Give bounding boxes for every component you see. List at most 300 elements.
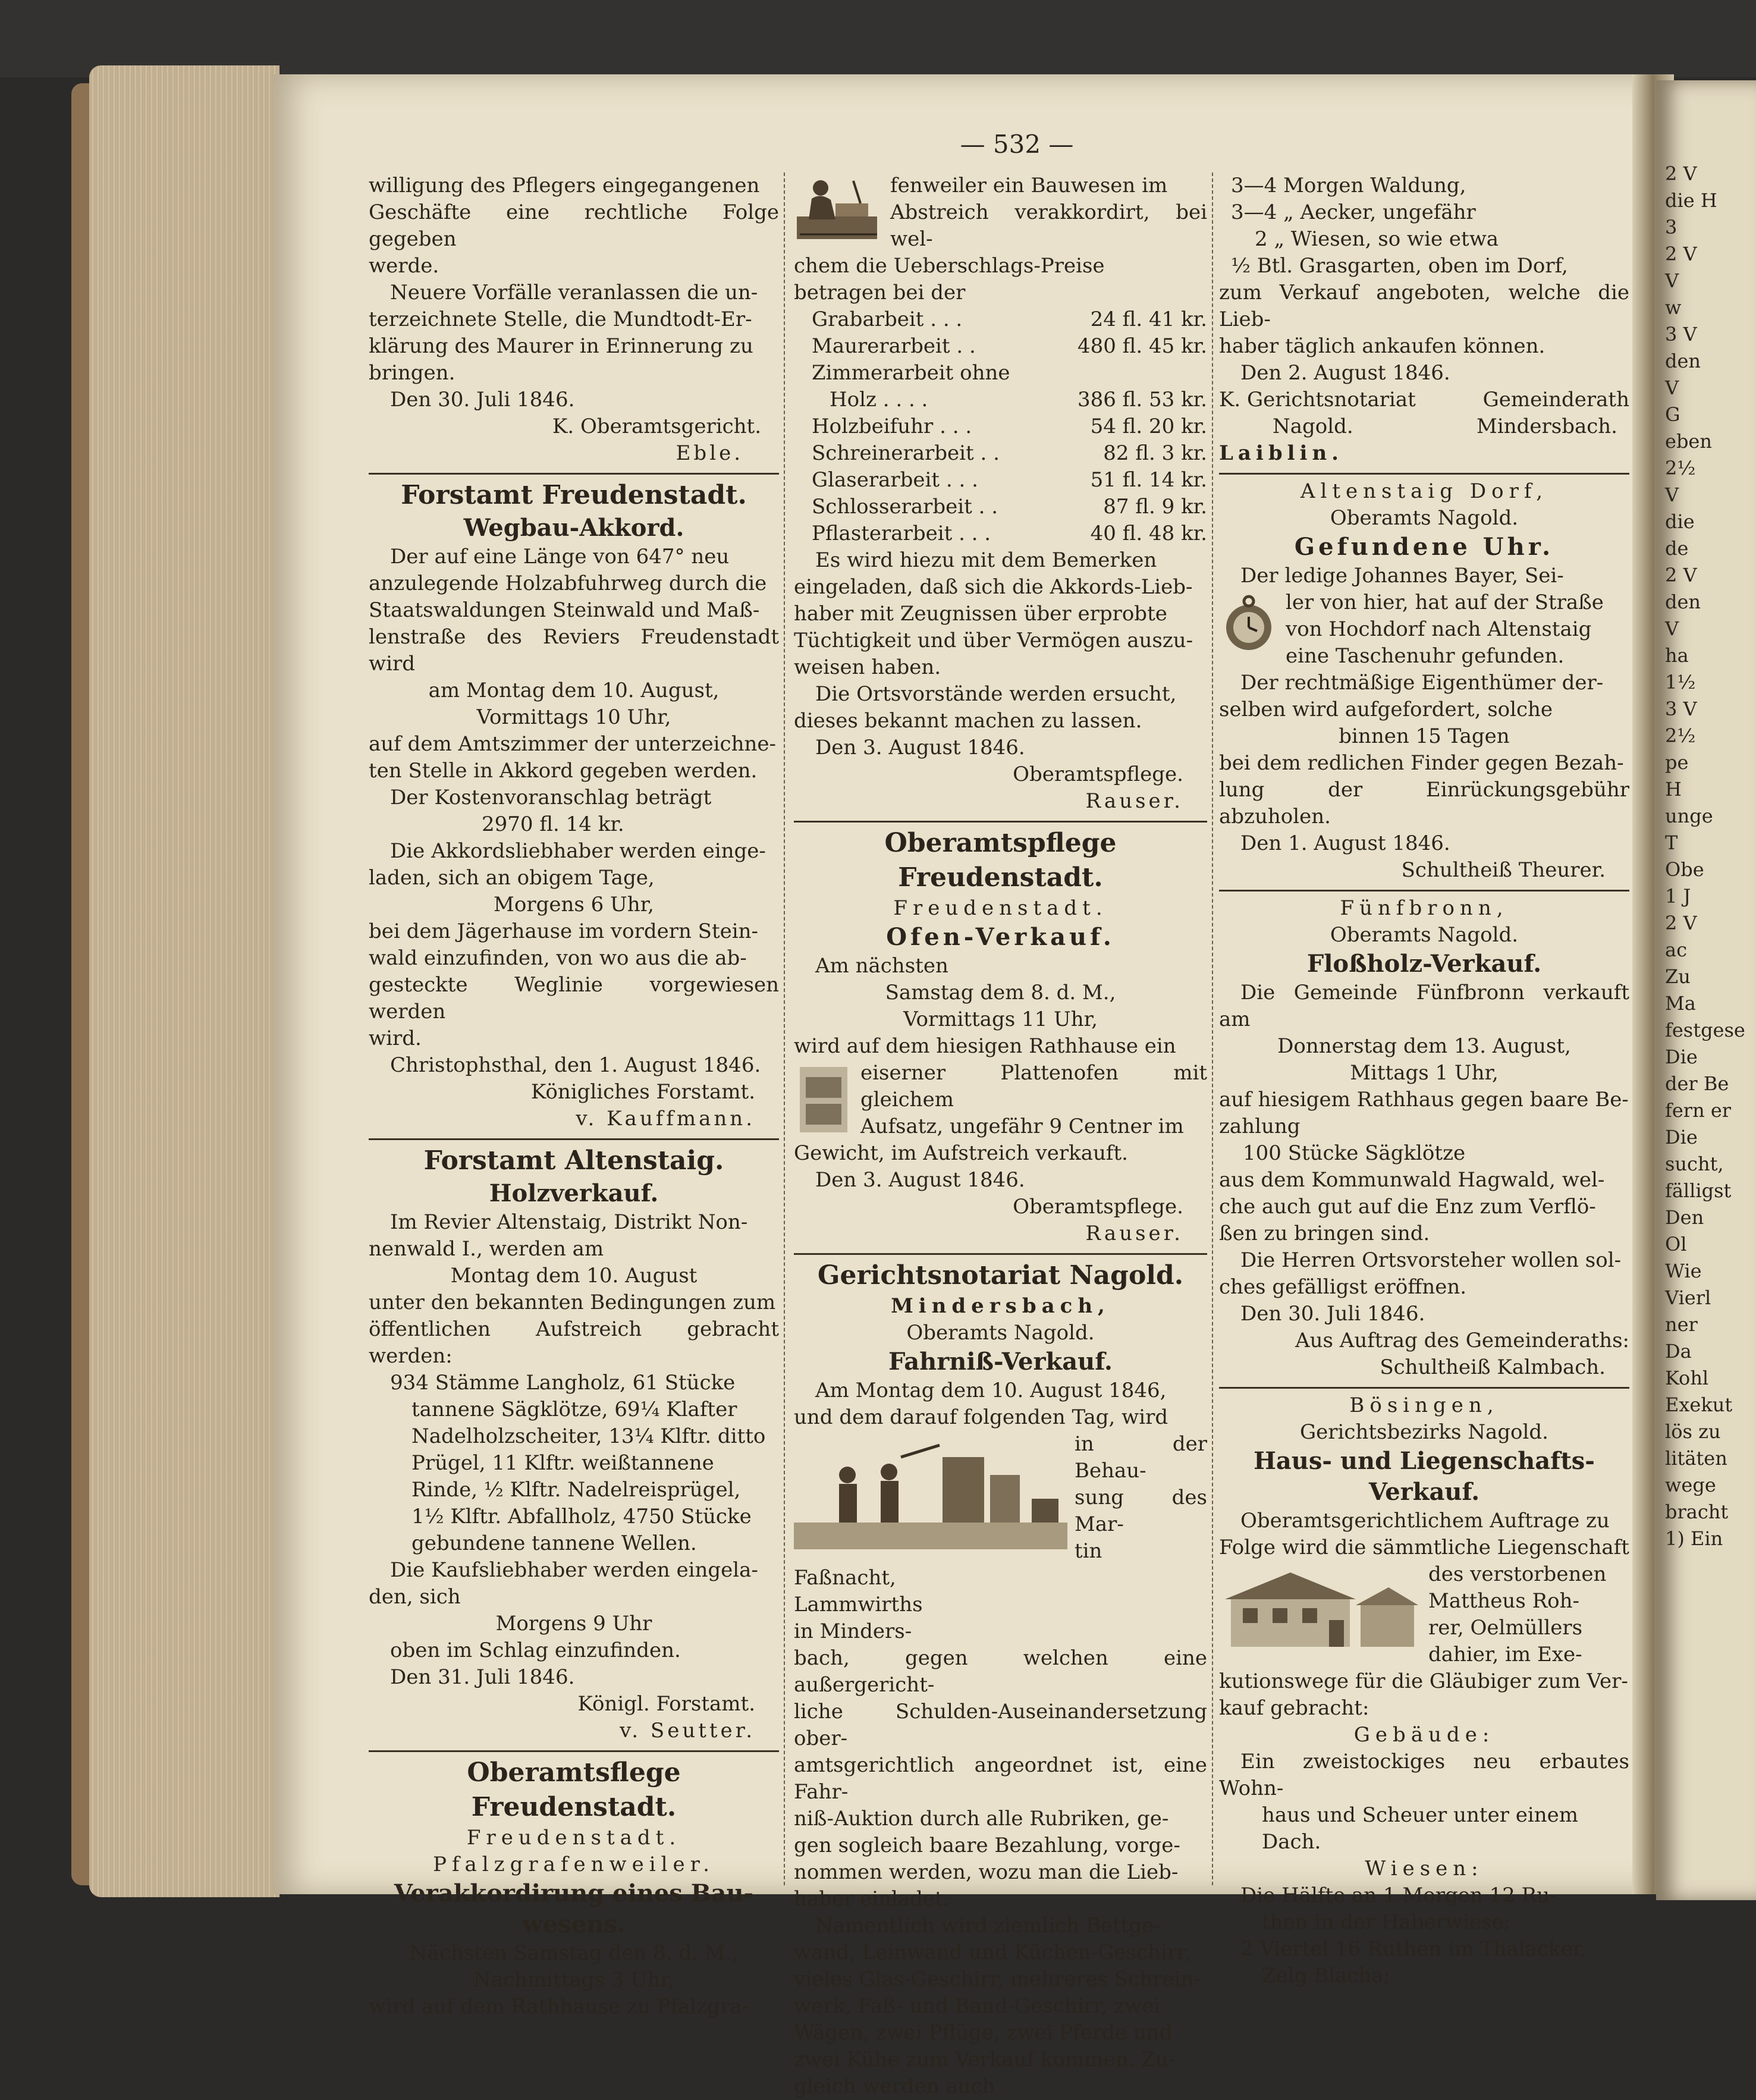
cost-table <box>794 306 1207 547</box>
notice-title: Forstamt Altenstaig. <box>423 1145 724 1176</box>
notice-signature: Laiblin. <box>1219 441 1344 465</box>
text-line: den, sich <box>369 1585 461 1609</box>
next-page-line: die <box>1665 510 1695 533</box>
text-line: amtsgerichtlich angeordnet ist, eine Fahr- <box>794 1753 1207 1804</box>
notice-date: Den 30. Juli 1846. <box>390 388 575 412</box>
next-page-line: 3 V <box>1665 323 1697 346</box>
notice-authority: K. Gerichtsnotariat <box>1219 388 1416 412</box>
cost-fl: 386 <box>1077 388 1116 412</box>
cost-label: Grabarbeit . . . <box>812 307 963 331</box>
text-line: Neuere Vorfälle veranlassen die un- <box>390 281 758 305</box>
text-line: oben im Schlag einzufinden. <box>390 1638 681 1662</box>
cost-label: Holz . . . . <box>830 388 928 412</box>
next-page-line: lös zu <box>1665 1420 1721 1443</box>
text-line: werk, Faß- und Band-Geschirr, zwei <box>794 1994 1160 2018</box>
notice-date: Den 31. Juli 1846. <box>390 1665 575 1689</box>
text-line: wird auf dem Rathhause zu Pfalzgra- <box>369 1995 749 2019</box>
notice-authority: K. Oberamtsgericht. <box>552 415 761 438</box>
notice-authority: Nagold. <box>1273 415 1353 438</box>
next-page-line: unge <box>1665 805 1713 827</box>
text-line: 3—4 „ Aecker, ungefähr <box>1231 200 1476 224</box>
text-line: nommen werden, wozu man die Lieb- <box>794 1860 1179 1884</box>
text-line: Am nächsten <box>815 954 948 978</box>
text-line: Staatswaldungen Steinwald und Maß- <box>369 598 760 622</box>
text-line: unter den bekannten Bedingungen zum <box>369 1291 776 1314</box>
text-line: in Minders- <box>794 1619 912 1643</box>
text-line: in der Behau- <box>1075 1432 1207 1483</box>
text-line: ler von hier, hat auf der Straße <box>1286 591 1604 614</box>
section-rule <box>794 1253 1207 1255</box>
text-line: Geschäfte eine rechtliche Folge gegeben <box>369 200 779 251</box>
text-line: haber mit Zeugnissen über erprobte <box>794 602 1167 626</box>
next-page-line: 2 V <box>1665 243 1697 265</box>
text-line: binnen 15 Tagen <box>1339 724 1510 748</box>
notice-subtitle: wesens. <box>522 1910 626 1938</box>
fl-unit: fl. <box>1122 468 1143 492</box>
text-line: willigung des Pflegers eingegangenen <box>369 174 760 197</box>
text-line: 934 Stämme Langholz, 61 Stücke <box>390 1371 736 1395</box>
cost-row <box>812 494 1207 520</box>
house-illustration <box>1219 1564 1421 1653</box>
text-line: Nächsten Samstag den 8. d. M., <box>409 1941 739 1965</box>
notice-subtitle: Holzverkauf. <box>489 1179 659 1207</box>
text-line: wand, Leinwand und Küchen-Geschirr, <box>794 1941 1191 1964</box>
cost-row <box>812 333 1207 360</box>
text-line: Rinde, ½ Klftr. Nadelreisprügel, <box>411 1478 741 1502</box>
next-page-line: 2½ <box>1665 457 1696 479</box>
notice-title: Gerichtsnotariat Nagold. <box>817 1260 1184 1291</box>
kr-unit: kr. <box>1181 334 1207 358</box>
text-line: haber täglich ankaufen können. <box>1219 334 1545 358</box>
section-heading: Gebäude: <box>1353 1723 1495 1747</box>
next-page-line: ac <box>1665 938 1687 961</box>
pocket-watch-illustration <box>1219 592 1278 657</box>
text-line: gen sogleich baare Bezahlung, vorge- <box>794 1834 1180 1857</box>
notice-title: Oberamtspflege Freudenstadt. <box>884 828 1117 893</box>
text-line: Aus Auftrag des Gemeinderaths: <box>1295 1329 1629 1352</box>
text-line: Die Gemeinde Fünfbronn verkauft am <box>1219 981 1629 1031</box>
notice-title: Oberamtsflege Freudenstadt. <box>467 1757 681 1822</box>
next-page-line: ha <box>1665 644 1689 667</box>
column-divider <box>784 172 785 1885</box>
text-line: Mattheus Roh- <box>1428 1589 1580 1613</box>
section-rule <box>794 821 1207 823</box>
text-line: Montag dem 10. August <box>450 1264 698 1288</box>
section-rule <box>1219 890 1629 892</box>
section-rule <box>369 1750 779 1752</box>
notice-signature: Schultheiß Kalmbach. <box>1380 1355 1606 1379</box>
cost-kr: 53 <box>1148 388 1175 412</box>
next-page-line: Den <box>1665 1206 1704 1229</box>
text-line: klärung des Maurer in Erinnerung zu <box>369 334 753 358</box>
text-line: eine Taschenuhr gefunden. <box>1286 644 1565 668</box>
fl-unit: fl. <box>1122 415 1143 438</box>
text-line: Es wird hiezu mit dem Bemerken <box>815 548 1157 572</box>
next-page-line: Wie <box>1665 1260 1702 1282</box>
next-page-line: 2 V <box>1665 912 1697 934</box>
cost-kr: 14 <box>1148 468 1175 492</box>
notice-place: Oberamts Nagold. <box>906 1321 1095 1345</box>
text-line: Im Revier Altenstaig, Distrikt Non- <box>390 1210 748 1234</box>
next-page-line: 1) Ein <box>1665 1527 1723 1550</box>
next-page-line: Kohl <box>1665 1367 1709 1389</box>
column-3 <box>1219 172 1629 1989</box>
notice-authority: Gemeinderath <box>1482 388 1629 412</box>
cost-kr: 41 <box>1148 307 1175 331</box>
notice-fahrniss-verkauf <box>794 1258 1207 2100</box>
text-line: Morgens 6 Uhr, <box>494 893 654 916</box>
cost-kr: 48 <box>1148 522 1175 545</box>
notice-authority: Oberamtspflege. <box>1013 1195 1183 1219</box>
notice-signature: Schultheiß Theurer. <box>1401 858 1606 882</box>
next-page-line: litäten <box>1665 1447 1727 1470</box>
text-line: auf dem Amtszimmer der unterzeichne- <box>369 732 776 756</box>
next-page-line: sucht, <box>1665 1153 1724 1175</box>
text-line: 2 „ Wiesen, so wie etwa <box>1255 227 1499 251</box>
text-line: betragen bei der <box>794 281 966 305</box>
notice-date: Den 3. August 1846. <box>815 736 1025 759</box>
text-line: auf hiesigem Rathhaus gegen baare Be- <box>1219 1088 1629 1112</box>
notice-wegbau <box>369 478 779 1132</box>
notice-signature: v. Kauffmann. <box>576 1107 755 1131</box>
notice-subtitle: Gefundene Uhr. <box>1294 533 1554 561</box>
cost-fl: 87 <box>1103 495 1129 519</box>
text-line: kutionswege für die Gläubiger zum Ver- <box>1219 1669 1628 1693</box>
next-page-line: Da <box>1665 1340 1692 1363</box>
next-page-line: V <box>1665 484 1679 506</box>
kr-unit: kr. <box>1181 307 1207 331</box>
fl-unit: fl. <box>1122 307 1143 331</box>
notice-place: Bösingen, <box>1349 1393 1499 1417</box>
text-line: gleich werden auch <box>794 2074 995 2098</box>
text-line: 3—4 Morgen Waldung, <box>1231 174 1466 197</box>
text-line: ßen zu bringen sind. <box>1219 1222 1430 1245</box>
cost-fl: 40 <box>1090 522 1116 545</box>
cost-label: Glaserarbeit . . . <box>812 468 978 492</box>
notice-liegenschafts-verkauf <box>1219 1392 1629 1989</box>
text-line: then in der Haberwiese; <box>1262 1910 1511 1934</box>
text-line: zum Verkauf angeboten, welche die Lieb- <box>1219 281 1629 331</box>
notice-title: Forstamt Freudenstadt. <box>401 480 747 510</box>
next-page-line: Zu <box>1665 965 1691 988</box>
cost-kr: 3 <box>1161 441 1175 465</box>
notice-place: Freudenstadt. <box>893 896 1108 920</box>
notice-holzverkauf <box>369 1144 779 1744</box>
text-line: Wägen, zwei Pflüge, zwei Pferde und <box>794 2021 1173 2045</box>
column-divider <box>1212 172 1213 1885</box>
next-page-line: Ma <box>1665 992 1696 1015</box>
text-line: ches gefälligst eröffnen. <box>1219 1275 1467 1299</box>
text-line: Am Montag dem 10. August 1846, <box>815 1379 1167 1402</box>
section-rule <box>369 1138 779 1140</box>
next-page-line: festgese <box>1665 1019 1745 1041</box>
cost-fl: 51 <box>1090 468 1116 492</box>
section-rule <box>1219 473 1629 475</box>
notice-subtitle: Haus- und Liegenschafts- <box>1254 1447 1595 1475</box>
text-line: Mittags 1 Uhr, <box>1350 1061 1499 1085</box>
text-line: che auch gut auf die Enz zum Verflö- <box>1219 1195 1596 1219</box>
notice-place: Oberamts Nagold. <box>1330 923 1519 947</box>
auction-illustration <box>794 1433 1067 1552</box>
text-line: lung der Einrückungsgebühr abzuholen. <box>1219 778 1629 828</box>
text-line: kauf gebracht: <box>1219 1696 1369 1720</box>
text-line: haber einladet. <box>794 1887 950 1911</box>
next-page-line: 1 J <box>1665 885 1691 908</box>
next-page-line: H <box>1665 778 1682 801</box>
text-line: Die Akkordsliebhaber werden einge- <box>390 839 766 863</box>
next-page-line: Vierl <box>1665 1286 1711 1309</box>
notice-date: Den 30. Juli 1846. <box>1240 1302 1425 1326</box>
notice-flossholz-verkauf <box>1219 895 1629 1381</box>
cost-fl: 82 <box>1103 441 1129 465</box>
text-line: Zelg Blacha; <box>1262 1964 1390 1988</box>
cost-row <box>812 387 1207 413</box>
page-number: — 532 — <box>960 130 1074 159</box>
next-page-line: die H <box>1665 189 1717 212</box>
notice-place: Gerichtsbezirks Nagold. <box>1300 1420 1548 1444</box>
text-line: weisen haben. <box>794 655 941 679</box>
text-line: chem die Ueberschlags-Preise <box>794 254 1105 278</box>
notice-date: Den 3. August 1846. <box>815 1168 1025 1192</box>
text-line: rer, Oelmüllers <box>1428 1616 1583 1640</box>
next-page-line: wege <box>1665 1474 1716 1496</box>
text-line: Donnerstag dem 13. August, <box>1277 1034 1571 1058</box>
notice-place: Oberamts Nagold. <box>1330 506 1519 530</box>
text-line: Tüchtigkeit und über Vermögen auszu- <box>794 629 1193 652</box>
kr-unit: kr. <box>1181 468 1207 492</box>
text-line: Morgens 9 Uhr <box>495 1612 652 1636</box>
text-line: Die Kaufsliebhaber werden eingela- <box>390 1558 758 1582</box>
cost-label: Maurerarbeit . . <box>812 334 976 358</box>
text-line: von Hochdorf nach Altenstaig <box>1286 617 1592 641</box>
notice-authority-row <box>1219 387 1629 413</box>
text-line: zahlung <box>1219 1115 1300 1138</box>
notice-authority: Königliches Forstamt. <box>530 1080 755 1104</box>
text-line: werde. <box>369 254 439 278</box>
text-line: Prügel, 11 Klftr. weißtannene <box>411 1451 714 1475</box>
text-line: Namentlich wird ziemlich Bettge- <box>815 1914 1161 1938</box>
cost-label: Schlosserarbeit . . <box>812 495 998 519</box>
text-line: 1½ Klftr. Abfallholz, 4750 Stücke <box>411 1505 752 1528</box>
next-page-line: w <box>1665 296 1682 319</box>
fl-unit: fl. <box>1122 522 1143 545</box>
next-page-text <box>1665 161 1754 1552</box>
notice-authority: Mindersbach. <box>1477 415 1617 438</box>
text-line: wald einzufinden, von wo aus die ab- <box>369 946 747 970</box>
notice-date: Den 1. August 1846. <box>1240 831 1450 855</box>
kr-unit: kr. <box>1181 522 1207 545</box>
next-page-line: Ol <box>1665 1233 1687 1255</box>
text-line: Vormittags 11 Uhr, <box>903 1007 1098 1031</box>
notice-place: Pfalzgrafenweiler. <box>433 1853 715 1876</box>
next-page-line: fälligst <box>1665 1179 1732 1202</box>
notice-bauwesen-continued <box>794 172 1207 815</box>
notice-authority: Oberamtspflege. <box>1013 762 1183 786</box>
text-line: Der ledige Johannes Bayer, Sei- <box>1240 564 1564 588</box>
text-line: Der Kostenvoranschlag beträgt <box>390 786 712 809</box>
cost-fl: 480 <box>1077 334 1116 358</box>
next-page-line: eben <box>1665 430 1712 453</box>
cost-row <box>812 520 1207 547</box>
notice-subtitle: Wegbau-Akkord. <box>463 514 684 542</box>
text-line: 2 Viertel 16 Ruthen im Thalacker, <box>1240 1937 1587 1961</box>
notice-subtitle: Fahrniß-Verkauf. <box>888 1348 1113 1376</box>
next-page-line: 3 V <box>1665 698 1697 720</box>
text-line: öffentlichen Aufstreich gebracht werden: <box>369 1317 779 1368</box>
text-line: Gewicht, im Aufstreich verkauft. <box>794 1141 1128 1165</box>
text-line: Ein zweistockiges neu erbautes Wohn- <box>1219 1750 1629 1800</box>
section-heading: Wiesen: <box>1365 1857 1484 1881</box>
text-line: Der auf eine Länge von 647° neu <box>390 545 730 569</box>
text-line: 2970 fl. 14 kr. <box>482 812 624 836</box>
builder-illustration <box>794 175 883 243</box>
text-line: anzulegende Holzabfuhrweg durch die <box>369 572 767 595</box>
column-1 <box>369 172 779 2020</box>
next-page-line: V <box>1665 269 1679 292</box>
notice-authority: Königl. Forstamt. <box>577 1692 755 1716</box>
notice-authority-row <box>1219 413 1629 440</box>
cost-kr: 9 <box>1161 495 1175 519</box>
next-page-line: T <box>1665 831 1678 854</box>
next-page-line: Exekut <box>1665 1393 1733 1416</box>
cost-row <box>812 467 1207 494</box>
notice-signature: Eble. <box>676 441 743 465</box>
kr-unit: kr. <box>1181 388 1207 412</box>
fl-unit: fl. <box>1135 441 1155 465</box>
next-page-line: ner <box>1665 1313 1698 1336</box>
notice-place: Mindersbach, <box>891 1294 1110 1318</box>
text-line: bei dem Jägerhause im vordern Stein- <box>369 919 759 943</box>
fl-unit: fl. <box>1135 495 1155 519</box>
notice-subtitle: Floßholz-Verkauf. <box>1306 950 1542 978</box>
next-page-line: 3 <box>1665 216 1678 238</box>
text-line: tin Faßnacht, <box>794 1539 1102 1590</box>
text-line: Samstag dem 8. d. M., <box>885 981 1116 1005</box>
text-line: aus dem Kommunwald Hagwald, wel- <box>1219 1168 1605 1192</box>
text-line: Der rechtmäßige Eigenthümer der- <box>1240 671 1604 695</box>
cost-kr: 45 <box>1148 334 1175 358</box>
notice-subtitle: Ofen-Verkauf. <box>886 923 1115 951</box>
text-line: Abstreich verakkordirt, bei wel- <box>890 200 1207 251</box>
next-page-line: den <box>1665 350 1701 372</box>
cost-label: Schreinerarbeit . . <box>812 441 1000 465</box>
text-line: selben wird aufgefordert, solche <box>1219 698 1553 721</box>
notice-date: Den 2. August 1846. <box>1240 361 1450 385</box>
column-2 <box>794 172 1207 2100</box>
section-rule <box>1219 1387 1629 1389</box>
stove-illustration <box>794 1062 853 1137</box>
text-line: liche Schulden-Auseinandersetzung ober- <box>794 1700 1207 1750</box>
notice-signature: Rauser. <box>1085 1222 1183 1245</box>
text-line: Die Hälfte an 1 Morgen 12 Ru- <box>1240 1884 1557 1907</box>
cost-row <box>812 360 1207 387</box>
cost-fl: 24 <box>1090 307 1116 331</box>
next-page-line: pe <box>1665 751 1689 774</box>
cost-label: Zimmerarbeit ohne <box>812 361 1010 385</box>
notice-continuation <box>369 172 779 467</box>
text-line: bei dem redlichen Finder gegen Bezah- <box>1219 751 1624 775</box>
text-line: Folge wird die sämmtliche Liegenschaft <box>1219 1536 1629 1559</box>
text-line: bringen. <box>369 361 456 385</box>
next-page-line: Obe <box>1665 858 1704 881</box>
cost-label: Holzbeifuhr . . . <box>812 415 972 438</box>
next-page-line: V <box>1665 376 1679 399</box>
cost-label: Pflasterarbeit . . . <box>812 522 991 545</box>
text-line: wird auf dem hiesigen Rathhause ein <box>794 1034 1176 1058</box>
next-page-line: Die <box>1665 1126 1698 1148</box>
notice-subtitle: Verkauf. <box>1368 1478 1480 1506</box>
text-line: fenweiler ein Bauwesen im <box>890 174 1168 197</box>
next-page-line: Die <box>1665 1046 1698 1068</box>
cost-kr: 20 <box>1148 415 1175 438</box>
text-line: terzeichnete Stelle, die Mundtodt-Er- <box>369 307 752 331</box>
text-line: zwei Kühe zum Verkauf kommen. Zu- <box>794 2048 1176 2071</box>
text-line: sung des Mar- <box>1075 1486 1207 1536</box>
kr-unit: kr. <box>1181 441 1207 465</box>
kr-unit: kr. <box>1181 495 1207 519</box>
next-page-line: fern er <box>1665 1099 1732 1122</box>
text-line: Die Ortsvorstände werden ersucht, <box>815 682 1177 706</box>
text-line: dahier, im Exe- <box>1428 1643 1582 1666</box>
next-page-line: de <box>1665 537 1689 560</box>
notice-subtitle: Verakkordirung eines Bau- <box>394 1879 754 1907</box>
next-page-line: 2½ <box>1665 724 1696 747</box>
text-line: des verstorbenen <box>1428 1562 1607 1586</box>
notice-signature: Rauser. <box>1085 789 1183 813</box>
text-line: Oberamtsgerichtlichem Auftrage zu <box>1240 1509 1610 1533</box>
text-line: eingeladen, daß sich die Akkords-Lieb- <box>794 575 1193 599</box>
text-line: ½ Btl. Grasgarten, oben im Dorf, <box>1231 254 1568 278</box>
kr-unit: kr. <box>1181 415 1207 438</box>
next-page-line: 2 V <box>1665 564 1697 586</box>
text-line: Aufsatz, ungefähr 9 Centner im <box>860 1115 1184 1138</box>
book-page-edges <box>89 65 279 1897</box>
notice-place: Fünfbronn, <box>1340 896 1509 920</box>
text-line: nenwald I., werden am <box>369 1237 604 1261</box>
cost-row <box>812 440 1207 467</box>
text-line: laden, sich an obigem Tage, <box>369 866 655 890</box>
text-line: Lammwirths <box>794 1593 923 1616</box>
text-line: am Montag dem 10. August, <box>428 679 720 702</box>
next-page-line: bracht <box>1665 1501 1729 1523</box>
notice-place: Freudenstadt. <box>466 1826 681 1850</box>
text-line: tannene Sägklötze, 69¼ Klafter <box>411 1398 737 1421</box>
text-line: haus und Scheuer unter einem <box>1262 1803 1579 1827</box>
fl-unit: fl. <box>1122 388 1143 412</box>
text-line: wird. <box>369 1027 422 1050</box>
text-line: Die Herren Ortsvorsteher wollen sol- <box>1240 1248 1622 1272</box>
text-line: lenstraße des Reviers Freudenstadt wird <box>369 625 779 676</box>
notice-ofen-verkauf <box>794 826 1207 1247</box>
notice-gefundene-uhr <box>1219 478 1629 884</box>
text-line: gesteckte Weglinie vorgewiesen werden <box>369 973 779 1024</box>
next-page-line: V <box>1665 617 1679 640</box>
text-line: Vormittags 10 Uhr, <box>476 705 671 729</box>
text-line: Nachmittags 3 Uhr, <box>473 1968 674 1992</box>
cost-row <box>812 306 1207 333</box>
text-line: ten Stelle in Akkord gegeben werden. <box>369 759 758 783</box>
notice-place: Altenstaig Dorf, <box>1300 479 1548 503</box>
notice-fahrniss-continued <box>1219 172 1629 467</box>
cost-fl: 54 <box>1090 415 1116 438</box>
notice-date: Christophsthal, den 1. August 1846. <box>390 1053 761 1077</box>
text-line: gebundene tannene Wellen. <box>411 1531 697 1555</box>
fl-unit: fl. <box>1122 334 1143 358</box>
text-line: 100 Stücke Sägklötze <box>1243 1141 1466 1165</box>
text-line: bach, gegen welchen eine außergericht- <box>794 1646 1207 1697</box>
text-line: Nadelholzscheiter, 13¼ Klftr. ditto <box>411 1424 766 1448</box>
text-line: dieses bekannt machen zu lassen. <box>794 709 1142 733</box>
